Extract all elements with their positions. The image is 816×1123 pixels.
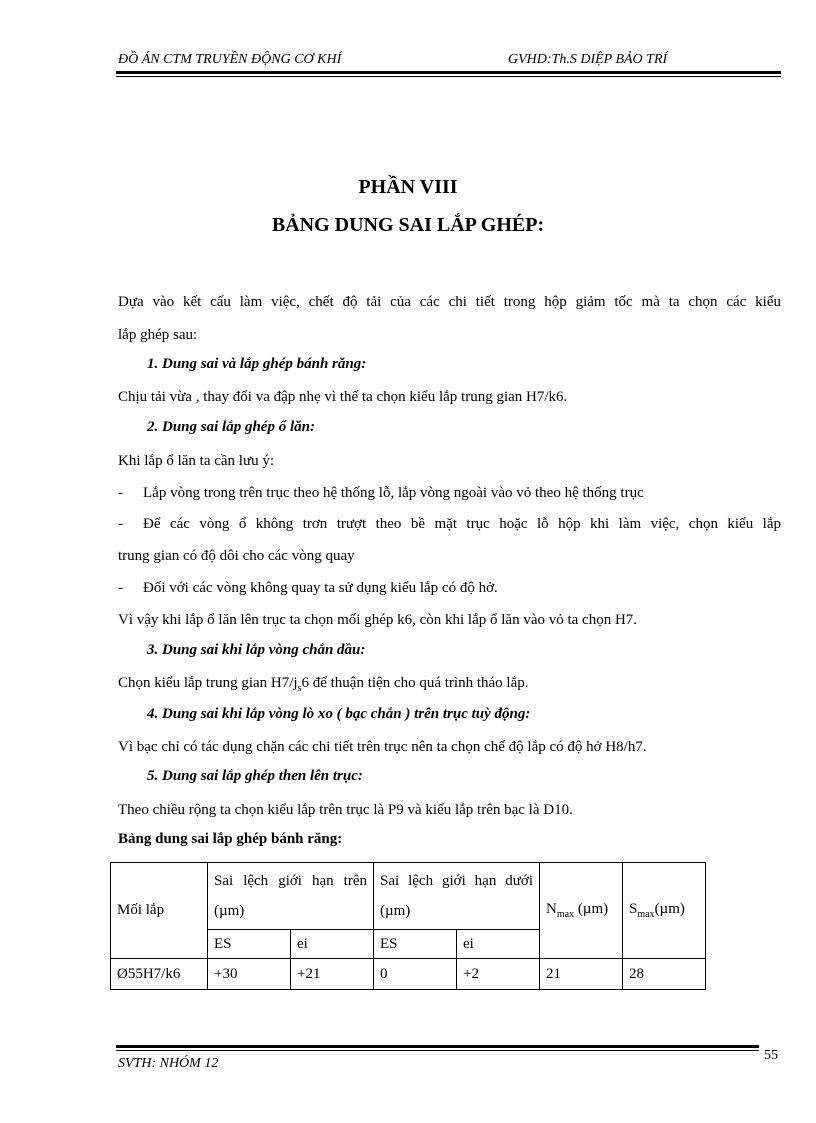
header-right: GVHD:Th.S DIỆP BẢO TRÍ — [508, 52, 668, 67]
subheader-ei-lower: ei — [457, 930, 540, 959]
bullet-2-line-1 — [118, 514, 781, 534]
nmax-letter: N — [546, 901, 557, 917]
cell-fit: Ø55H7/k6 — [111, 959, 208, 990]
section-3-text — [118, 673, 529, 699]
header-lower-deviation: Sai lệch giới hạn dưới (µm) — [374, 863, 540, 930]
bullet-1 — [118, 483, 644, 503]
smax-letter: S — [629, 901, 638, 917]
intro-line-2: lắp ghép sau: — [118, 327, 198, 343]
section-5-text: Theo chiều rộng ta chọn kiểu lắp trên trục là P9 và kiểu lắp trên bạc là D10. — [118, 802, 573, 818]
table-header-row — [111, 863, 706, 930]
bullet-2-text: Để các vòng ổ không trơn trượt theo bề mặt trục hoặc lỗ hộp khi làm việc, chọn kiểu lắp — [143, 516, 781, 532]
bullet-3-text: Đối với các vòng không quay ta sử dụng kiểu lắp có độ hở. — [143, 580, 498, 596]
tolerance-table — [110, 862, 706, 990]
bullet-3 — [118, 578, 498, 598]
table-caption: Bảng dung sai lắp ghép bánh răng: — [118, 831, 343, 847]
intro-line-1: Dựa vào kết cấu làm việc, chết độ tải của các chi tiết trong hộp giảm tốc mà ta chọn các kiểu — [118, 294, 781, 310]
cell-es-lower: 0 — [374, 959, 457, 990]
bullet-dash: - — [118, 485, 123, 501]
footer-left: SVTH: NHÓM 12 — [118, 1056, 219, 1071]
subheader-es-upper: ES — [208, 930, 291, 959]
smax-subscript: max — [637, 909, 655, 920]
header-left: ĐỒ ÁN CTM TRUYỀN ĐỘNG CƠ KHÍ — [118, 52, 342, 67]
header-fit: Mối lắp — [111, 863, 208, 959]
table-row — [111, 959, 706, 990]
subheader-es-lower: ES — [374, 930, 457, 959]
part-title: PHẦN VIII — [358, 176, 458, 198]
section-1-heading: 1. Dung sai và lắp ghép bánh răng: — [147, 356, 367, 372]
bullet-2-line-2: trung gian có độ dôi cho các vòng quay — [118, 548, 355, 564]
cell-ei-upper: +21 — [291, 959, 374, 990]
section-title: BẢNG DUNG SAI LẮP GHÉP: — [271, 214, 545, 236]
cell-smax: 28 — [623, 959, 706, 990]
bullet-dash: - — [118, 580, 123, 596]
nmax-subscript: max — [556, 909, 575, 920]
nmax-unit: (µm) — [574, 901, 609, 917]
section-3-heading: 3. Dung sai khi lắp vòng chắn dầu: — [147, 642, 366, 658]
section-1-text: Chịu tải vừa , thay đổi va đập nhẹ vì thế ta chọn kiểu lắp trung gian H7/k6. — [118, 389, 568, 405]
section-4-text: Vì bạc chỉ có tác dụng chặn các chi tiết trên trục nên ta chọn chế độ lắp có độ hở H8/h7. — [118, 739, 647, 755]
cell-nmax: 21 — [540, 959, 623, 990]
section-2-note: Khi lắp ổ lăn ta cần lưu ý: — [118, 453, 275, 469]
section-5-heading: 5. Dung sai lắp ghép then lên trục: — [147, 768, 363, 784]
header-nmax — [540, 863, 623, 959]
cell-es-upper: +30 — [208, 959, 291, 990]
footer-rule-thick — [116, 1045, 759, 1048]
header-upper-deviation: Sai lệch giới hạn trên (µm) — [208, 863, 374, 930]
footer-rule-thin — [116, 1050, 759, 1051]
header-rule-thick — [116, 71, 781, 74]
page-number: 55 — [764, 1048, 778, 1063]
smax-unit: (µm) — [654, 901, 685, 917]
bullet-1-text: Lắp vòng trong trên trục theo hệ thống lỗ, lắp vòng ngoài vào vỏ theo hệ thống trục — [143, 485, 644, 501]
section-3-text-b: 6 để thuận tiện cho quá trình tháo lắp. — [301, 675, 529, 691]
header-rule-thin — [116, 76, 781, 77]
subheader-ei-upper: ei — [291, 930, 374, 959]
section-3-text-a: Chọn kiểu lắp trung gian H7/j — [118, 675, 298, 691]
section-3-subscript: s — [297, 683, 302, 694]
bullet-dash: - — [118, 516, 123, 532]
header-smax — [623, 863, 706, 959]
section-4-heading: 4. Dung sai khi lắp vòng lò xo ( bạc chắn ) trên trục tuỳ động: — [147, 706, 531, 722]
section-2-heading: 2. Dung sai lắp ghép ổ lăn: — [147, 419, 315, 435]
cell-ei-lower: +2 — [457, 959, 540, 990]
section-2-conclusion: Vì vậy khi lắp ổ lăn lên trục ta chọn mối ghép k6, còn khi lắp ổ lăn vào vỏ ta chọn H7. — [118, 612, 638, 628]
